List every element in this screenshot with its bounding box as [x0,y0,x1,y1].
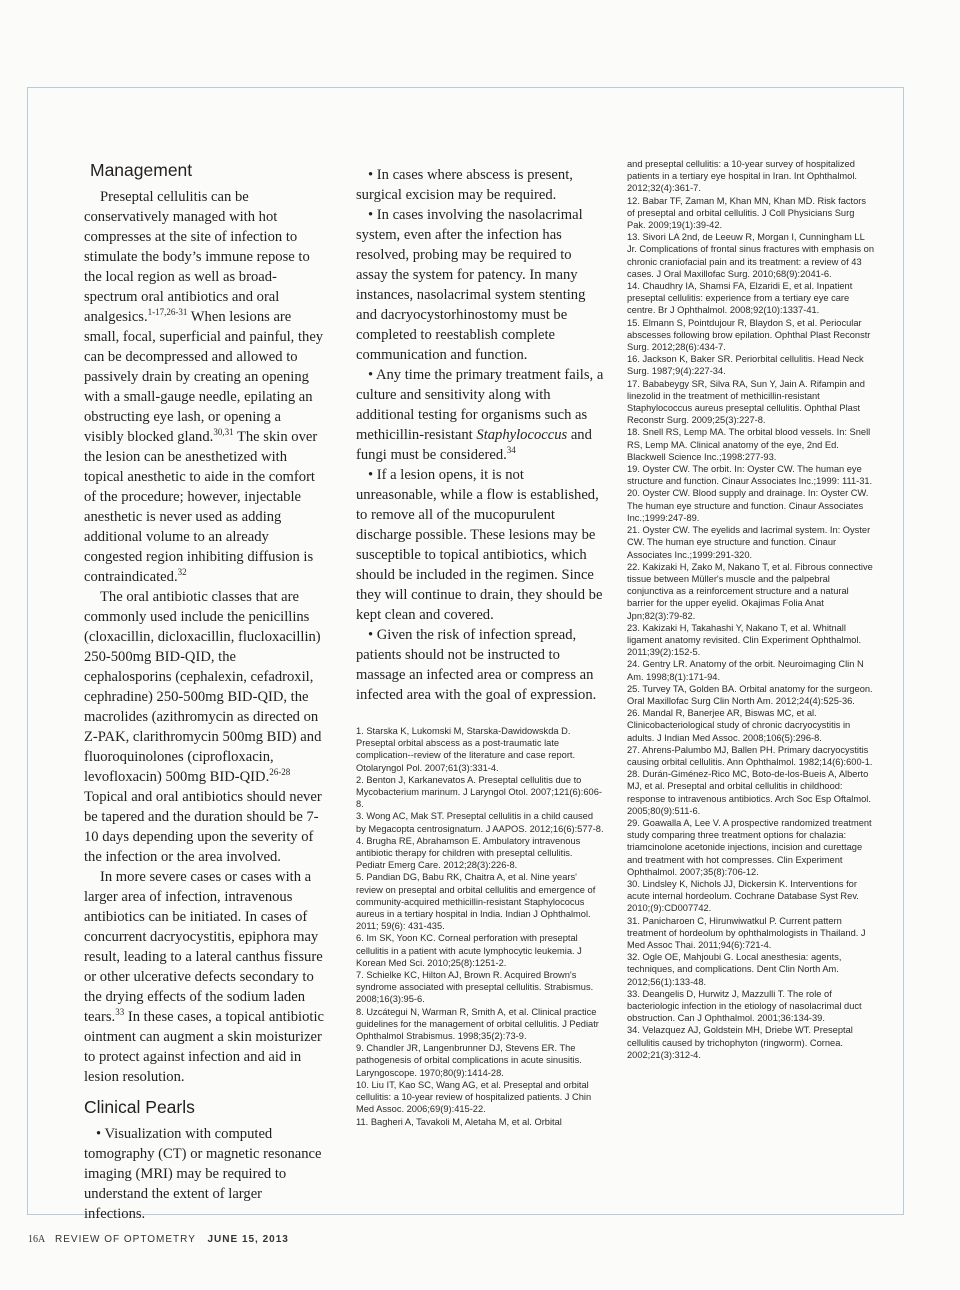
management-paragraph [84,867,324,1087]
pearl-text: Visualization with computed tomography (CT) or magnetic resonance imaging (MRI) may be required to understand the extent of larger infections. [84,1126,322,1222]
management-text: In more severe cases or cases with a larger area of infection, intravenous antibiotics can be initiated. In cases of concurrent dacryocystitis, epiphora may result, leading to a lateral canthus fissure or other ulcerative defects secondary to the drying effects of the sodium laden tears. [84,869,323,1025]
clinical-pearls-heading: Clinical Pearls [84,1097,195,1117]
reference-item: 4. Brugha RE, Abrahamson E. Ambulatory intravenous antibiotic therapy for children with preseptal cellulitis. Pediatr Emerg Care. 2012;28(3):226-8. [356,835,581,871]
pearl-text: Any time the primary treatment fails, a culture and sensitivity along with additional testing for organisms such as methicillin-resistant [356,367,604,443]
reference-item: 19. Oyster CW. The orbit. In: Oyster CW. The human eye structure and function. Cinaur Associates Inc.;1999: 111-31. [627,464,873,487]
reference-item: 3. Wong AC, Mak ST. Preseptal cellulitis in a child caused by Megacopta centrosignatum. J AAPOS. 2012;16(6):577-8. [356,811,604,834]
reference-item: 10. Liu IT, Kao SC, Wang AG, et al. Preseptal and orbital cellulitis: a 10-year review of hospitalized patients. J Chin Med Assoc. 2006;69(9):415-22. [356,1079,592,1115]
bullet: • [368,467,374,483]
reference-item: 33. Deangelis D, Hurwitz J, Mazzulli T. The role of bacteriologic infection in the etiology of nasolacrimal duct obstruction. Can J Ophthalmol. 2001;36:134-39. [627,988,862,1024]
pearl-text: In cases involving the nasolacrimal system, even after the infection has resolved, probing may be required to assay the system for patency. In many instances, nasolacrimal system stenting and dacryocystorhinostomy must be completed to reestablish complete communication and function. [356,207,586,363]
pearl-text: If a lesion opens, it is not unreasonable, while a flow is established, to remove all of the mucopurulent discharge possible. These lesions may be susceptible to topical antibiotics, which should be included in the regimen. Since they will continue to drain, they should be kept clean and covered. [356,467,603,623]
management-text: When lesions are small, focal, superficial and painful, they can be decompressed and allowed to passively drain by creating an opening with a small-gauge needle, epilating an obstructing eye lash, or opening a visibly blocked gland. [84,309,324,445]
column-2 [356,165,604,1128]
page-number: 16A [28,1234,46,1245]
management-text: The oral antibiotic classes that are commonly used include the penicillins (cloxacillin, dicloxacillin, flucloxacillin) 250-500mg BID-QID, the cephalosporins (cephalexin, cefadroxil, cephradine) 250-500mg BID-QID, the macrolides (azithromycin as directed on Z-PAK, clarithromycin 500mg BID) and fluoroquinolones (ciprofloxacin, levofloxacin) 500mg BID-QID. [84,589,322,785]
management-text: Topical and oral antibiotics should never be tapered and the duration should be 7-10 days depending upon the severity of the infection or the area involved. [84,789,322,865]
reference-item: 16. Jackson K, Baker SR. Periorbital cellulitis. Head Neck Surg. 1987;9(4):227-34. [627,354,864,377]
reference-item: 7. Schielke KC, Hilton AJ, Brown R. Acquired Brown's syndrome associated with preseptal cellulitis. Strabismus. 2008;16(3):95-6. [356,970,594,1005]
references-list-continued [627,158,874,1061]
citation: 33 [115,1007,125,1018]
reference-item: 15. Elmann S, Pointdujour R, Blaydon S, et al. Periocular abscesses following brow epilation. Ophthal Plast Reconstr Surg. 2012;28(6):434-7. [627,317,871,353]
pearl-item [356,165,604,205]
reference-item: 1. Starska K, Lukomski M, Starska-Dawidowskda D. Preseptal orbital abscess as a post-traumatic late complication--review of the literature and case report. Otolaryngol Pol. 2007;61(3):331-4. [356,726,576,773]
bullet: • [368,167,374,183]
management-text: In these cases, a topical antibiotic ointment can augment a skin moisturizer to protect against infection and aid in lesion resolution. [84,1009,324,1085]
page-footer [28,1234,289,1245]
reference-item: 26. Mandal R, Banerjee AR, Biswas MC, et al. Clinicobacteriological study of chronic dacryocystitis in adults. J Indian Med Assoc. 2008;106(5):296-8. [627,708,851,743]
column-1 [84,160,324,1224]
management-text: Preseptal cellulitis can be conservatively managed with hot compresses at the site of infection to stimulate the body’s immune repose to the local region as well as broad-spectrum oral antibiotics and oral analgesics. [84,189,310,325]
reference-item: 29. Goawalla A, Lee V. A prospective randomized treatment study comparing three treatment options for chalazia: triamcinolone acetonide injections, incision and curettage and treatment with hot compresses. Clin Experiment Ophthalmol. 2007;35(8):706-12. [627,817,872,877]
reference-item: 11. Bagheri A, Tavakoli M, Aletaha M, et al. Orbital [356,1116,562,1127]
bullet: • [96,1126,102,1142]
management-text: The skin over the lesion can be anesthetized with topical anesthetic to aide in the comfort of the procedure; however, injectable anesthetic is never used as adding additional volume to an already congested region inhibiting diffusion is contraindicated. [84,429,318,585]
management-paragraph [84,187,324,587]
reference-item: 14. Chaudhry IA, Shamsi FA, Elzaridi E, et al. Inpatient preseptal cellulitis: experience from a tertiary eye care centre. Br J Ophthalmol. 2008;92(10):1337-41. [627,281,853,316]
reference-item: 34. Velazquez AJ, Goldstein MH, Driebe WT. Preseptal cellulitis caused by trichophyton (ringworm). Cornea. 2002;21(3):312-4. [627,1025,853,1060]
reference-item: 20. Oyster CW. Blood supply and drainage. In: Oyster CW. The human eye structure and function. Cinaur Associates Inc.;1999:247-89. [627,488,869,523]
bullet: • [368,207,374,223]
organism-name: Staphylococcus [476,427,568,443]
issue-date: JUNE 15, 2013 [207,1234,289,1245]
reference-item: 21. Oyster CW. The eyelids and lacrimal system. In: Oyster CW. The human eye structure and function. Cinaur Associates Inc.;1999:291-320. [627,525,871,560]
reference-item: 2. Benton J, Karkanevatos A. Preseptal cellulitis due to Mycobacterium marinum. J Laryngol Otol. 2007;121(6):606-8. [356,774,602,810]
reference-item: 17. Bababeygy SR, Silva RA, Sun Y, Jain A. Rifampin and linezolid in the treatment of methicillin-resistant Staphylococcus aureus preseptal cellulitis. Ophthal Plast Reconstr Surg. 2009;25(3):227-8. [627,378,865,426]
reference-item: 23. Kakizaki H, Takahashi Y, Nakano T, et al. Whitnall ligament anatomy revisited. Clin Experiment Ophthalmol. 2011;39(2):152-5. [627,622,862,658]
citation: 34 [506,445,516,456]
reference-item: 22. Kakizaki H, Zako M, Nakano T, et al. Fibrous connective tissue between Müller's muscle and the palpebral conjunctiva as a reinforcement structure and a natural barrier for the upper eyelid. Okajimas Folia Anat Jpn;82(3):79-82. [627,561,873,621]
reference-item: 28. Durán-Giménez-Rico MC, Boto-de-los-Bueis A, Alberto MJ, et al. Preseptal and orbital cellulitis in childhood: response to intravenous antibiotics. Arch Soc Esp Oftalmol. 2005;80(9):511-6. [627,769,871,816]
references-list [356,725,604,1128]
pearl-item [356,365,604,465]
pearl-text: and fungi must be considered. [356,427,592,463]
citation: 30,31 [213,427,234,438]
reference-item: 30. Lindsley K, Nichols JJ, Dickersin K. Interventions for acute internal hordeolum. Cochrane Database Syst Rev. 2010;(9):CD007742. [627,878,859,914]
citation: 32 [177,567,187,578]
reference-item: 24. Gentry LR. Anatomy of the orbit. Neuroimaging Clin N Am. 1998;8(1):171-94. [627,659,864,682]
pearl-text: Given the risk of infection spread, patients should not be instructed to massage an infected area or compress an infected area with the goal of expression. [356,627,597,703]
bullet: • [368,367,374,383]
reference-item: 31. Panicharoen C, Hirunwiwatkul P. Current pattern treatment of hordeolum by ophthalmologists in Thailand. J Med Assoc Thai. 2011;94(6):721-4. [627,915,866,950]
reference-item: 6. Im SK, Yoon KC. Corneal perforation with preseptal cellulitis in a patient with acute lymphocytic leukemia. J Korean Med Sci. 2010;25(8):1251-2. [356,933,582,968]
pearl-text: In cases where abscess is present, surgical excision may be required. [356,167,573,203]
reference-item: 12. Babar TF, Zaman M, Khan MN, Khan MD. Risk factors of preseptal and orbital cellulitis. J Coll Physicians Surg Pak. 2009;19(1):39-42. [627,195,867,231]
reference-item: 9. Chandler JR, Langenbrunner DJ, Stevens ER. The pathogenesis of orbital complications in acute sinusitis. Laryngoscope. 1970;80(9):1414-28. [356,1043,582,1078]
reference-item: 8. Uzcátegui N, Warman R, Smith A, et al. Clinical practice guidelines for the management of orbital cellulitis. J Pediatr Ophthalmol Strabismus. 1998;35(2):73-9. [356,1006,599,1042]
reference-item: and preseptal cellulitis: a 10-year survey of hospitalized patients in a tertiary eye hospital in Iran. Int Ophthalmol. 2012;32(4):361-7. [627,159,857,194]
reference-item: 25. Turvey TA, Golden BA. Orbital anatomy for the surgeon. Oral Maxillofac Surg Clin North Am. 2012;24(4):525-36. [627,683,873,706]
reference-item: 32. Ogle OE, Mahjoubi G. Local anesthesia: agents, techniques, and complications. Dent Clin North Am. 2012;56(1):133-48. [627,952,842,987]
magazine-name: REVIEW OF OPTOMETRY [55,1234,196,1245]
reference-item: 5. Pandian DG, Babu RK, Chaitra A, et al. Nine years' review on preseptal and orbital cellulitis and emergence of community-acquired methicillin-resistant Staphylococus aureus in a tertiary hospital in India. Indian J Ophthalmol. 2011; 59(6): 431-435. [356,872,596,932]
pearl-item [356,465,604,625]
reference-item: 18. Snell RS, Lemp MA. The orbital blood vessels. In: Snell RS, Lemp MA. Clinical anatomy of the eye, 2nd Ed. Blackwell Science Inc.;1998:277-93. [627,427,871,462]
pearl-item [356,625,604,705]
citation: 1-17,26-31 [147,307,188,318]
reference-item: 27. Ahrens-Palumbo MJ, Ballen PH. Primary dacryocystitis causing orbital cellulitis. Ann Ophthalmol. 1982;14(6):600-1. [627,744,873,767]
pearl-item [356,205,604,365]
bullet: • [368,627,374,643]
citation: 26-28 [269,767,291,778]
reference-item: 13. Sivori LA 2nd, de Leeuw R, Morgan I, Cunningham LL Jr. Complications of frontal sinus fractures with emphasis on chronic craniofacial pain and its treatment: a review of 43 cases. J Oral Maxillofac Surg. 2010;68(9):2041-6. [627,232,874,279]
column-3 [627,158,874,1061]
management-paragraph [84,587,324,867]
management-heading: Management [90,160,193,180]
pearl-item [84,1124,324,1224]
